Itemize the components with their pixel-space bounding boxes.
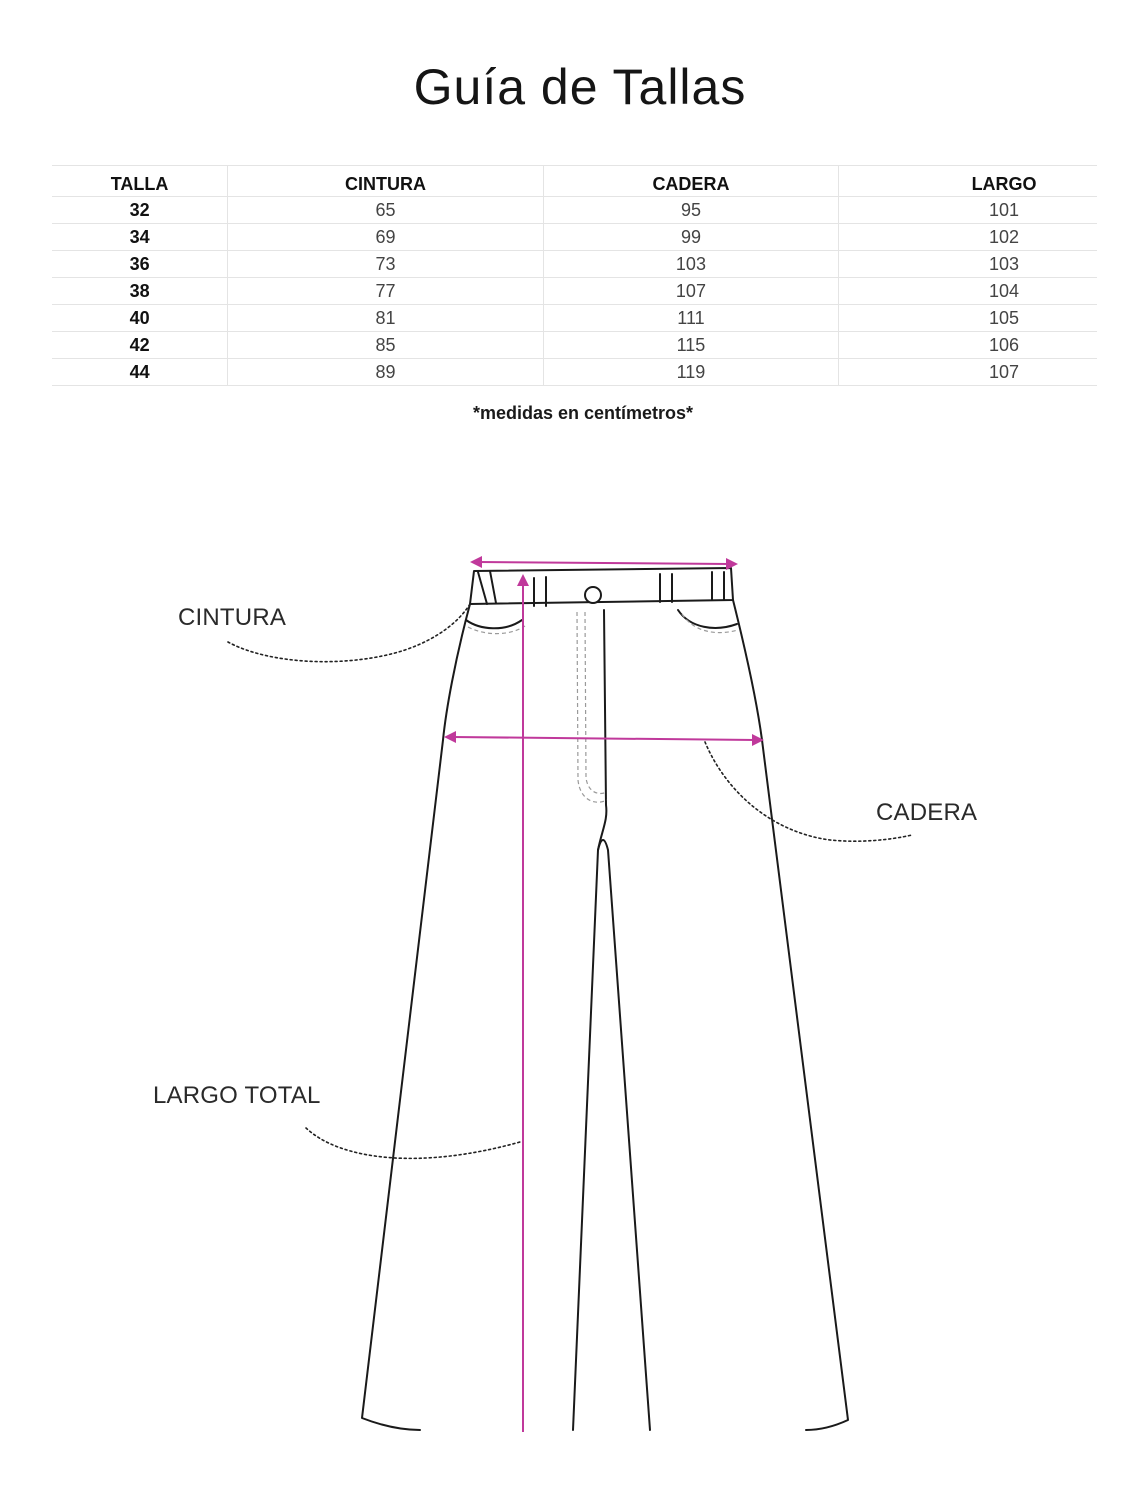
cell-length: 101 [839,197,1097,224]
length-label: LARGO TOTAL [153,1082,321,1109]
length-leader [306,1128,520,1158]
waist-arrow-left-icon [470,556,482,568]
header-size: TALLA [52,166,228,197]
cell-size: 42 [52,332,228,359]
right-pocket [678,610,737,628]
side-belt-loop [478,571,496,604]
left-pocket-stitch [468,626,525,634]
cell-length: 102 [839,224,1097,251]
header-waist: CINTURA [228,166,544,197]
cell-waist: 85 [228,332,544,359]
waist-label: CINTURA [178,604,287,631]
cell-hip: 119 [543,359,838,386]
cell-waist: 89 [228,359,544,386]
hip-label: CADERA [876,799,978,826]
fly-stitch-outer [577,612,607,802]
left-leg-outline [362,604,470,1430]
cell-waist: 65 [228,197,544,224]
page-title: Guía de Tallas [413,59,747,115]
button-icon [585,587,601,603]
cell-waist: 69 [228,224,544,251]
cell-hip: 99 [543,224,838,251]
hip-measure-line [452,737,756,740]
cell-size: 40 [52,305,228,332]
inseam-outline [573,840,650,1430]
label-leaders [228,604,912,1158]
cell-hip: 115 [543,332,838,359]
cell-length: 107 [839,359,1097,386]
cell-length: 106 [839,332,1097,359]
cell-size: 38 [52,278,228,305]
fly-outline [598,610,606,850]
cell-waist: 77 [228,278,544,305]
cell-length: 103 [839,251,1097,278]
header-hip: CADERA [543,166,838,197]
cell-size: 32 [52,197,228,224]
jeans-outline-icon [362,568,848,1430]
cell-size: 34 [52,224,228,251]
cell-hip: 111 [543,305,838,332]
cell-length: 105 [839,305,1097,332]
hip-arrow-left-icon [444,731,456,743]
header-length: LARGO [839,166,1097,197]
length-arrow-up-icon [517,574,529,586]
cell-waist: 81 [228,305,544,332]
left-pocket [466,620,522,628]
cell-waist: 73 [228,251,544,278]
cell-length: 104 [839,278,1097,305]
stitching [468,612,738,802]
units-note: *medidas en centímetros* [472,403,694,423]
cell-hip: 95 [543,197,838,224]
right-leg-outline [733,600,848,1430]
cell-hip: 103 [543,251,838,278]
cell-size: 36 [52,251,228,278]
cell-hip: 107 [543,278,838,305]
cell-size: 44 [52,359,228,386]
waist-measure-line [478,562,730,564]
waistband-shape [470,568,733,604]
right-pocket-stitch [682,614,738,633]
